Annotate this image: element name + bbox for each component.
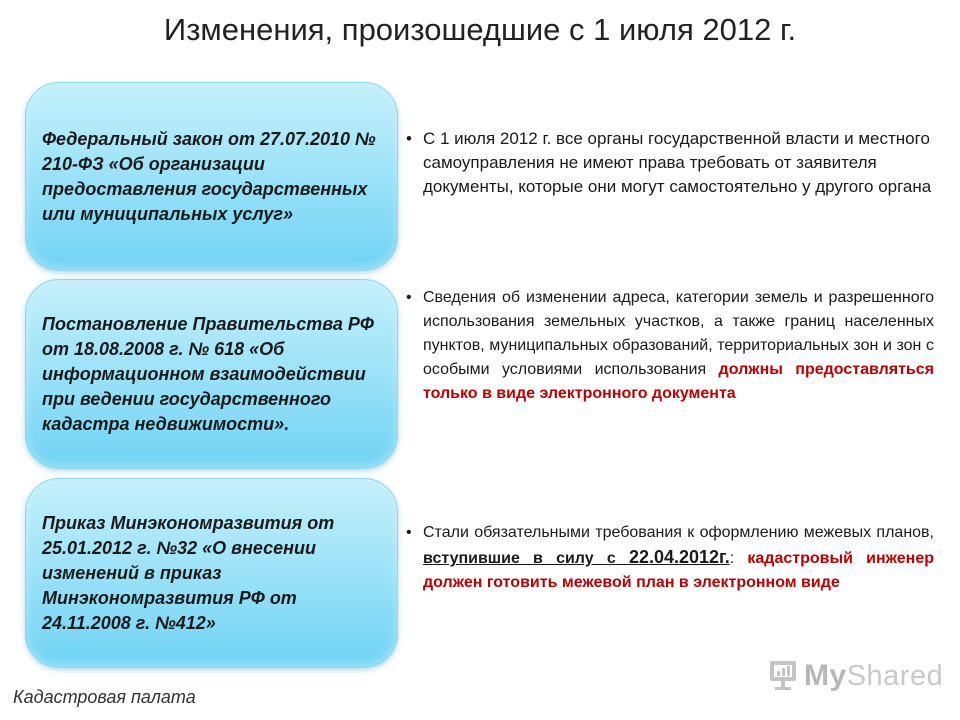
law-box-text: Приказ Минэкономразвития от 25.01.2012 г. №32 «О внесении изменений в приказ Минэкономразвития РФ от 24.11.2008 г. №412»	[42, 512, 335, 633]
bullet-plain-text: Стали обязательными требования к оформлению межевых планов,	[423, 524, 934, 541]
bullet-text	[423, 521, 934, 595]
law-box-32	[25, 478, 398, 668]
bullet-item-3	[406, 521, 934, 595]
myshared-logo	[768, 656, 943, 696]
bullet-text: С 1 июля 2012 г. все органы государственной власти и местного самоуправления не имеют права требовать от заявителя документы, которые они могут самостоятельно у другого органа	[423, 129, 932, 196]
law-box-618	[25, 279, 398, 469]
bullet-red-text: кадастровый инженер должен готовить межевой план в электронном виде	[423, 550, 935, 591]
logo-brand: My	[804, 659, 847, 692]
bullet-underlined-text	[423, 547, 730, 567]
law-box-210fz	[25, 82, 398, 271]
bullet-dot: •	[406, 129, 412, 148]
law-box-text: Постановление Правительства РФ от 18.08.2008 г. № 618 «Об информационном взаимодействии при ведении государственного кадастра недвижимости».	[42, 313, 374, 434]
bullet-item-2	[406, 286, 934, 406]
underlined-date: 22.04.2012г.	[628, 547, 730, 567]
bullet-red-text: должны предоставляться только в виде электронного документа	[423, 361, 934, 402]
bullet-dot: •	[406, 289, 412, 306]
presentation-logo-icon	[768, 659, 798, 693]
bullet-item-1	[406, 127, 934, 199]
underlined-pre: вступившие в силу с	[423, 550, 616, 567]
bullet-plain-text: Сведения об изменении адреса, категории земель и разрешенного использования земельных участков, а также границ населенных пунктов, муниципальных образований, территориальных зон и зон с особыми условиями использования	[423, 289, 934, 378]
bullet-text	[423, 286, 934, 406]
law-box-text: Федеральный закон от 27.07.2010 № 210-ФЗ «Об организации предоставления государственных или муниципальных услуг»	[42, 128, 376, 224]
logo-sub: Shared	[846, 659, 944, 692]
bullet-dot: •	[406, 524, 412, 541]
colon: :	[729, 550, 735, 567]
page-title: Изменения, произошедшие с 1 июля 2012 г.	[163, 12, 797, 47]
footer-caption: Кадастровая палата	[13, 687, 196, 707]
